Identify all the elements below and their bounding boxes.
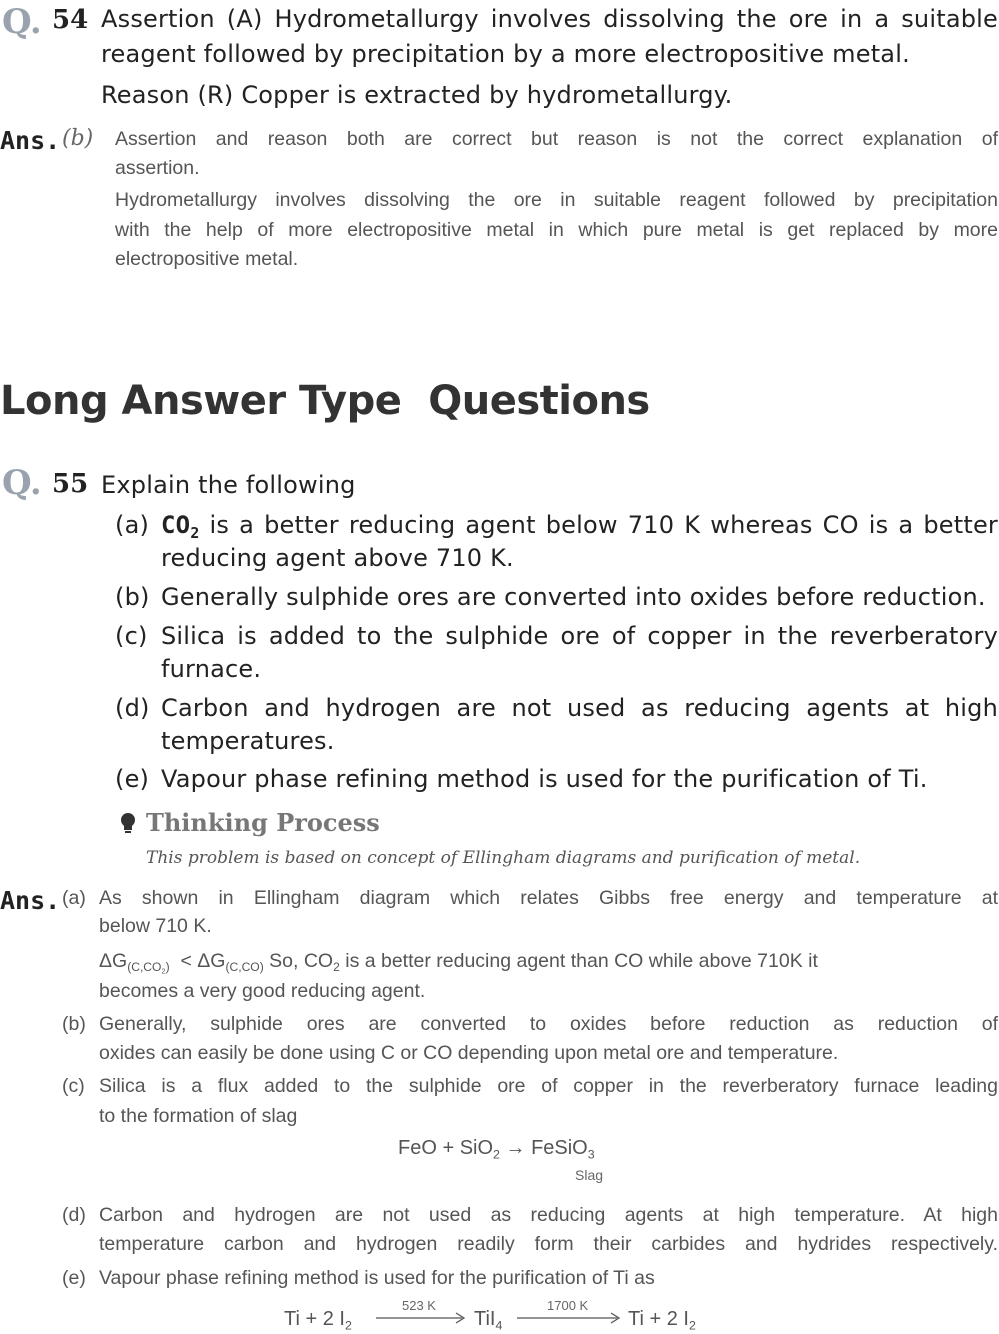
q55-c-line2: furnace. [161, 655, 262, 683]
section-heading: Long Answer Type Questions [0, 378, 650, 424]
q55-a-line1: $CO_2$ is a better reducing agent below 710 K whereas CO is a better [161, 511, 998, 543]
q55-e-line1: Vapour phase refining method is used for the purification of Ti. [161, 765, 928, 793]
q55-d-label: (d) [115, 694, 150, 722]
lightbulb-icon [119, 812, 137, 841]
answer-label: Ans. [0, 886, 61, 915]
question-number: 55 [52, 469, 89, 499]
q55-intro: Explain the following [101, 471, 356, 499]
q55-e-label: (e) [115, 765, 150, 793]
ans55-a-label: (a) [62, 887, 86, 909]
q55-c-line1: Silica is added to the sulphide ore of copper in the reverberatory [161, 622, 998, 650]
ans55-c-line2: to the formation of slag [99, 1105, 298, 1127]
ans55-a-line4: becomes a very good reducing agent. [99, 980, 426, 1002]
titanium-product: Ti + 2 $I_2$ [628, 1308, 696, 1333]
ans55-a-line2: below 710 K. [99, 915, 212, 937]
ans55-d-line1: Carbon and hydrogen are not used as reducing agents at high temperature. At high [99, 1204, 998, 1226]
ans55-d-label: (d) [62, 1204, 86, 1226]
arrow-1700k: 1700 K [517, 1298, 623, 1330]
ans54-line4: with the help of more electropositive metal in which pure metal is get replaced by more [115, 219, 998, 241]
ans54-line1: Assertion and reason both are correct but reason is not the correct explanation of [115, 128, 998, 150]
ans55-c-label: (c) [62, 1075, 85, 1097]
delta-g-co2: $\Delta G_{(C,CO_2)}$ [99, 950, 170, 976]
ans55-b-line2: oxides can easily be done using C or CO depending upon metal ore and temperature. [99, 1042, 839, 1064]
ans55-c-line1: Silica is a flux added to the sulphide ore of copper in the reverberatory furnace leading [99, 1075, 998, 1097]
q55-b-line1: Generally sulphide ores are converted into oxides before reduction. [161, 583, 986, 611]
thinking-process-text: This problem is based on concept of Ellingham diagrams and purification of metal. [146, 848, 861, 868]
thinking-process-heading: Thinking Process [146, 808, 380, 837]
answer-option: (b) [62, 126, 94, 151]
q55-a-line2: reducing agent above 710 K. [161, 544, 514, 572]
question-number: 54 [52, 5, 89, 35]
ans54-line2: assertion. [115, 157, 200, 179]
ans55-d-line2: temperature carbon and hydrogen readily form their carbides and hydrides respectively. [99, 1233, 998, 1255]
ans55-b-line1: Generally, sulphide ores are converted to oxides before reduction as reduction of [99, 1013, 998, 1035]
q54-line2: reagent followed by precipitation by a more electropositive metal. [101, 40, 910, 68]
ans55-e-label: (e) [62, 1267, 86, 1289]
ans54-line5: electropositive metal. [115, 248, 299, 270]
q55-a-label: (a) [115, 511, 150, 539]
q55-d-line1: Carbon and hydrogen are not used as reducing agents at high [161, 694, 998, 722]
tii4-product: TiI$_4$ [474, 1308, 503, 1333]
answer-label: Ans. [0, 126, 61, 155]
ans55-b-label: (b) [62, 1013, 86, 1035]
arrow-523k: 523 K [376, 1298, 468, 1330]
ans55-a-line1: As shown in Ellingham diagram which relates Gibbs free energy and temperature at [99, 887, 998, 909]
q55-c-label: (c) [115, 622, 148, 650]
slag-equation: FeO + SiO$_2$ → FeSiO$_3$ [398, 1137, 595, 1162]
co2-formula: $CO_2$ [161, 511, 200, 543]
question-marker: Q. [2, 2, 42, 42]
question-marker: Q. [2, 463, 42, 503]
delta-g-co: $\Delta G_{(C,CO)}$ [197, 950, 264, 975]
slag-note: Slag [575, 1167, 604, 1183]
q54-line3: Reason (R) Copper is extracted by hydrometallurgy. [101, 81, 733, 109]
q55-d-line2: temperatures. [161, 727, 335, 755]
ans55-a-line3: $\Delta G_{(C,CO_2)} < \Delta G_{(C,CO)}$ So, $CO_2$ is a better reducing agent than CO while above 710K it [99, 950, 818, 976]
ans54-line3: Hydrometallurgy involves dissolving the ore in suitable reagent followed by precipitation [115, 189, 998, 211]
ans55-e-line1: Vapour phase refining method is used for the purification of Ti as [99, 1267, 655, 1289]
q55-b-label: (b) [115, 583, 150, 611]
titanium-refining-equation: Ti + 2 $I_2$ [284, 1308, 352, 1333]
q54-line1: Assertion (A) Hydrometallurgy involves dissolving the ore in a suitable [101, 5, 998, 33]
